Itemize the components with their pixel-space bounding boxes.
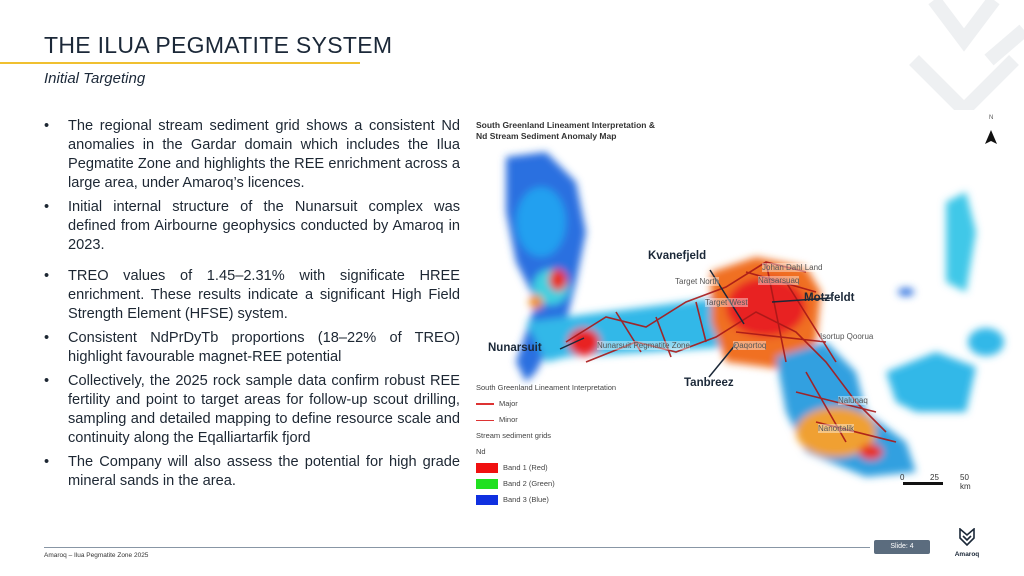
- place-label: Johan Dahl Land: [762, 263, 823, 272]
- place-label: Target West: [705, 298, 748, 307]
- amaroq-logo: Amaroq: [952, 528, 982, 558]
- place-label: Qaqortoq: [733, 341, 767, 350]
- callout-kvanefjeld: Kvanefjeld: [648, 250, 707, 262]
- north-label: N: [989, 115, 994, 121]
- place-label: Narsarsuaq: [758, 276, 800, 285]
- band2-swatch: [476, 479, 498, 489]
- callout-motzfeldt: Motzfeldt: [804, 292, 855, 304]
- north-arrow-icon: [985, 130, 997, 144]
- bullet-item: • The regional stream sediment grid shows a consistent Nd anomalies in the Gardar domain which includes the Ilua Pegmatite Zone and highlights the REE enrichment across a large area, under Amaroq’s licences.: [44, 117, 460, 193]
- page-subtitle: Initial Targeting: [44, 70, 146, 87]
- fox-logo-icon: [958, 528, 976, 546]
- footer-divider: [44, 547, 870, 548]
- legend-major: Major: [499, 399, 518, 408]
- map-legend: [476, 380, 616, 508]
- bullet-item: • Consistent NdPrDyTb proportions (18–22% of TREO) highlight favourable magnet-REE potential: [44, 329, 460, 367]
- place-label: Nanortalik: [818, 424, 855, 433]
- bullet-item: • Initial internal structure of the Nunarsuit complex was defined from Airbourne geophysics conducted by Amaroq in 2023.: [44, 198, 460, 255]
- legend-band1: Band 1 (Red): [503, 463, 548, 472]
- footer-text: Amaroq – Ilua Pegmatite Zone 2025: [44, 552, 149, 559]
- place-label: Nalunaq: [838, 396, 868, 405]
- legend-band2: Band 2 (Green): [503, 479, 555, 488]
- band3-swatch: [476, 495, 498, 505]
- place-label: Target North: [675, 277, 720, 286]
- major-line-swatch: [476, 403, 494, 405]
- legend-grids: Stream sediment grids: [476, 431, 552, 440]
- callout-nunarsuit: Nunarsuit: [488, 342, 542, 354]
- slide-number-badge: Slide: 4: [874, 540, 930, 554]
- bullet-list: [44, 117, 460, 496]
- bullet-item: • Collectively, the 2025 rock sample data confirm robust REE fertility and point to target areas for follow-up scout drilling, sampling and detailed mapping to define resource scale and continuity along the Eqalliartarfik fjord: [44, 372, 460, 448]
- bullet-item: • The Company will also assess the potential for high grade mineral sands in the area.: [44, 453, 460, 491]
- legend-band3: Band 3 (Blue): [503, 495, 549, 504]
- legend-minor: Minor: [499, 415, 518, 424]
- watermark-logo: [894, 0, 1024, 110]
- minor-line-swatch: [476, 420, 494, 421]
- legend-heading: South Greenland Lineament Interpretation: [476, 383, 617, 392]
- legend-element: Nd: [476, 447, 486, 456]
- place-label: Isortup Qoorua: [820, 332, 874, 341]
- bullet-item: • TREO values of 1.45–2.31% with significate HREE enrichment. These results indicate a significant High Field Strength Element (HFSE) system.: [44, 267, 460, 324]
- callout-tanbreez: Tanbreez: [684, 377, 734, 389]
- map-title: South Greenland Lineament Interpretation & Nd Stream Sediment Anomaly Map: [476, 120, 655, 141]
- place-label: Nunarsuit Pegmatite Zone: [597, 341, 690, 350]
- band1-swatch: [476, 463, 498, 473]
- page-title: THE ILUA PEGMATITE SYSTEM: [44, 32, 393, 58]
- scale-bar: [903, 482, 943, 485]
- title-underline: [0, 62, 360, 64]
